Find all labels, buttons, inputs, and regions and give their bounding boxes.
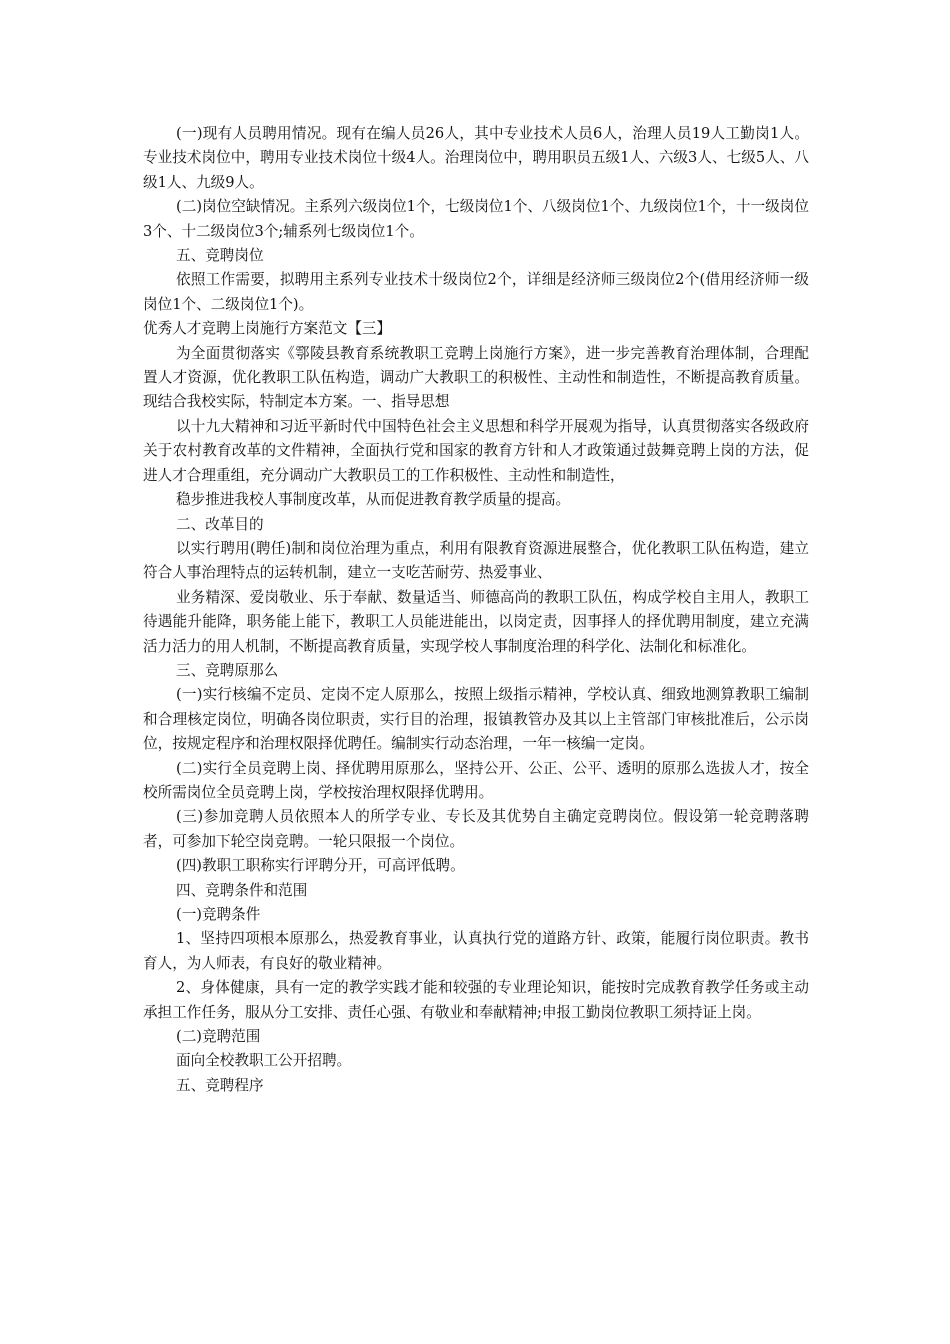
section-heading-4: 四、竞聘条件和范围 <box>176 881 308 899</box>
paragraph-4: 依照工作需要，拟聘用主系列专业技术十级岗位2个，详细是经济师三级岗位2个(借用经济师一级岗位1个、二级岗位1个)。 <box>143 271 809 313</box>
paragraph-15: (三)参加竞聘人员依照本人的所学专业、专长及其优势自主确定竞聘岗位。假设第一轮竞聘落聘者，可参加下轮空岗竞聘。一轮只限报一个岗位。 <box>143 808 809 850</box>
paragraph-14: (二)实行全员竞聘上岗、择优聘用原那么，坚持公开、公正、公平、透明的原那么选拔人才，按全校所需岗位全员竞聘上岗，学校按治理权限择优聘用。 <box>143 759 809 801</box>
paragraph-20: 2、身体健康，具有一定的教学实践才能和较强的专业理论知识，能按时完成教育教学任务或主动承担工作任务，服从分工安排、责任心强、有敬业和奉献精神;申报工勤岗位教职工须持证上岗。 <box>143 979 809 1021</box>
paragraph-1: (一)现有人员聘用情况。现有在编人员26人，其中专业技术人员6人，治理人员19人工勤岗1人。专业技术岗位中，聘用专业技术岗位十级4人。治理岗位中，聘用职员五级1人、六级3人、七级5人、八级1人、九级9人。 <box>143 125 809 191</box>
paragraph-6: 为全面贯彻落实《鄠陵县教育系统教职工竞聘上岗施行方案》，进一步完善教育治理体制，合理配置人才资源，优化教职工队伍构造，调动广大教职工的积极性、主动性和制造性，不断提高教育质量。现结合我校实际，特制定本方案。一、指导思想 <box>143 344 809 411</box>
section-heading-5: 五、竞聘岗位 <box>176 247 264 265</box>
paragraph-2: (二)岗位空缺情况。主系列六级岗位1个，七级岗位1个、八级岗位1个、九级岗位1个，十一级岗位3个、十二级岗位3个;辅系列七级岗位1个。 <box>143 198 809 240</box>
section-heading-2: 二、改革目的 <box>176 515 264 533</box>
section-heading-5b: 五、竞聘程序 <box>176 1076 264 1094</box>
paragraph-10: 以实行聘用(聘任)制和岗位治理为重点，利用有限教育资源进展整合，优化教职工队伍构造，建立符合人事治理特点的运转机制，建立一支吃苦耐劳、热爱事业、 <box>143 539 809 582</box>
paragraph-11: 业务精深、爱岗敬业、乐于奉献、数量适当、师德高尚的教职工队伍，构成学校自主用人，教职工待遇能升能降，职务能上能下，教职工人员能进能出，以岗定责，因事择人的择优聘用制度，建立充满活力活力的用人机制，不断提高教育质量，实现学校人事制度治理的科学化、法制化和标准化。 <box>143 588 809 655</box>
subheading-scope: (二)竞聘范围 <box>176 1028 261 1046</box>
paragraph-16: (四)教职工职称实行评聘分开，可高评低聘。 <box>176 857 465 875</box>
section-heading-3: 三、竞聘原那么 <box>176 661 279 679</box>
document-title: 优秀人才竞聘上岗施行方案范文【三】 <box>143 320 392 338</box>
paragraph-7: 以十九大精神和习近平新时代中国特色社会主义思想和科学开展观为指导，认真贯彻落实各级政府关于农村教育改革的文件精神，全面执行党和国家的教育方针和人才政策通过鼓舞竞聘上岗的方法，促进人才合理重组，充分调动广大教职员工的工作积极性、主动性和制造性， <box>143 417 809 484</box>
paragraph-22: 面向全校教职工公开招聘。 <box>176 1052 352 1070</box>
document-page <box>143 122 809 1098</box>
paragraph-8: 稳步推进我校人事制度改革，从而促进教育教学质量的提高。 <box>176 491 571 509</box>
paragraph-13: (一)实行核编不定员、定岗不定人原那么，按照上级指示精神，学校认真、细致地测算教职工编制和合理核定岗位，明确各岗位职责，实行目的治理，报镇教管办及其以上主管部门审核批准后，公示岗位，按规定程序和治理权限择优聘任。编制实行动态治理，一年一核编一定岗。 <box>143 686 809 753</box>
paragraph-19: 1、坚持四项根本原那么，热爱教育事业，认真执行党的道路方针、政策，能履行岗位职责。教书育人，为人师表，有良好的敬业精神。 <box>143 930 809 972</box>
subheading-conditions: (一)竞聘条件 <box>176 906 261 923</box>
